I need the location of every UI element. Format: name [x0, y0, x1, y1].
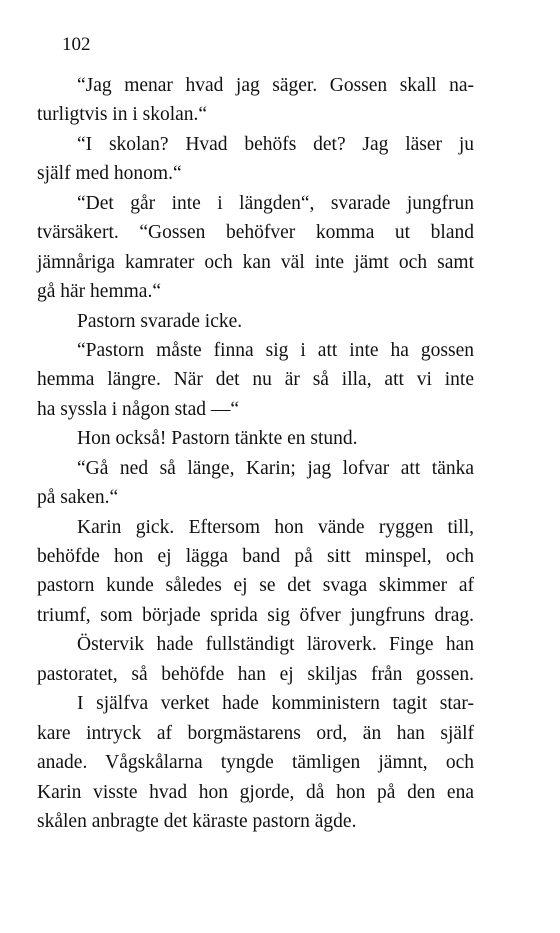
text-line: tvärsäkert. “Gossen behöfver komma ut bland [37, 222, 474, 244]
text-line: pastorn kunde således ej se det svaga skimmer af [37, 575, 474, 597]
text-line: Östervik hade fullständigt läroverk. Finge han [77, 634, 474, 656]
text-line: ha syssla i någon stad —“ [37, 398, 240, 420]
text-line: Karin gick. Eftersom hon vände ryggen till, [77, 516, 474, 538]
text-line: triumf, som började sprida sig öfver jungfruns drag. [37, 604, 474, 626]
text-line: behöfde hon ej lägga band på sitt minspel, och [37, 546, 474, 567]
body-text [37, 71, 474, 836]
text-line: Pastorn svarade icke. [77, 310, 243, 332]
text-line: “I skolan? Hvad behöfs det? Jag läser ju [77, 133, 474, 155]
text-line: “Pastorn måste finna sig i att inte ha gossen [77, 339, 474, 361]
text-line: gå här hemma.“ [37, 281, 161, 303]
text-line: kare intryck af borgmästarens ord, än han själf [37, 722, 474, 744]
text-line: Karin visste hvad hon gjorde, då hon på den ena [37, 781, 474, 803]
text-line: “Det går inte i längden“, svarade jungfrun [77, 192, 474, 214]
text-line: “Jag menar hvad jag säger. Gossen skall na- [77, 75, 474, 96]
text-line: anade. Vågskålarna tyngde tämligen jämnt, och [37, 752, 474, 774]
text-line: hemma längre. När det nu är så illa, att vi inte [37, 369, 474, 391]
text-line: jämnåriga kamrater och kan väl inte jämt och samt [37, 251, 474, 273]
text-line: I själfva verket hade komministern tagit star- [77, 693, 474, 715]
text-line: turligtvis in i skolan.“ [37, 104, 208, 126]
text-line: på saken.“ [37, 487, 119, 509]
text-line: själf med honom.“ [37, 163, 182, 185]
text-line: pastoratet, så behöfde han ej skiljas från gossen. [37, 663, 474, 685]
text-line: “Gå ned så länge, Karin; jag lofvar att tänka [77, 457, 474, 479]
page-number: 102 [62, 34, 91, 55]
text-line: Hon också! Pastorn tänkte en stund. [77, 428, 358, 450]
text-line: skålen anbragte det käraste pastorn ägde. [37, 810, 357, 832]
